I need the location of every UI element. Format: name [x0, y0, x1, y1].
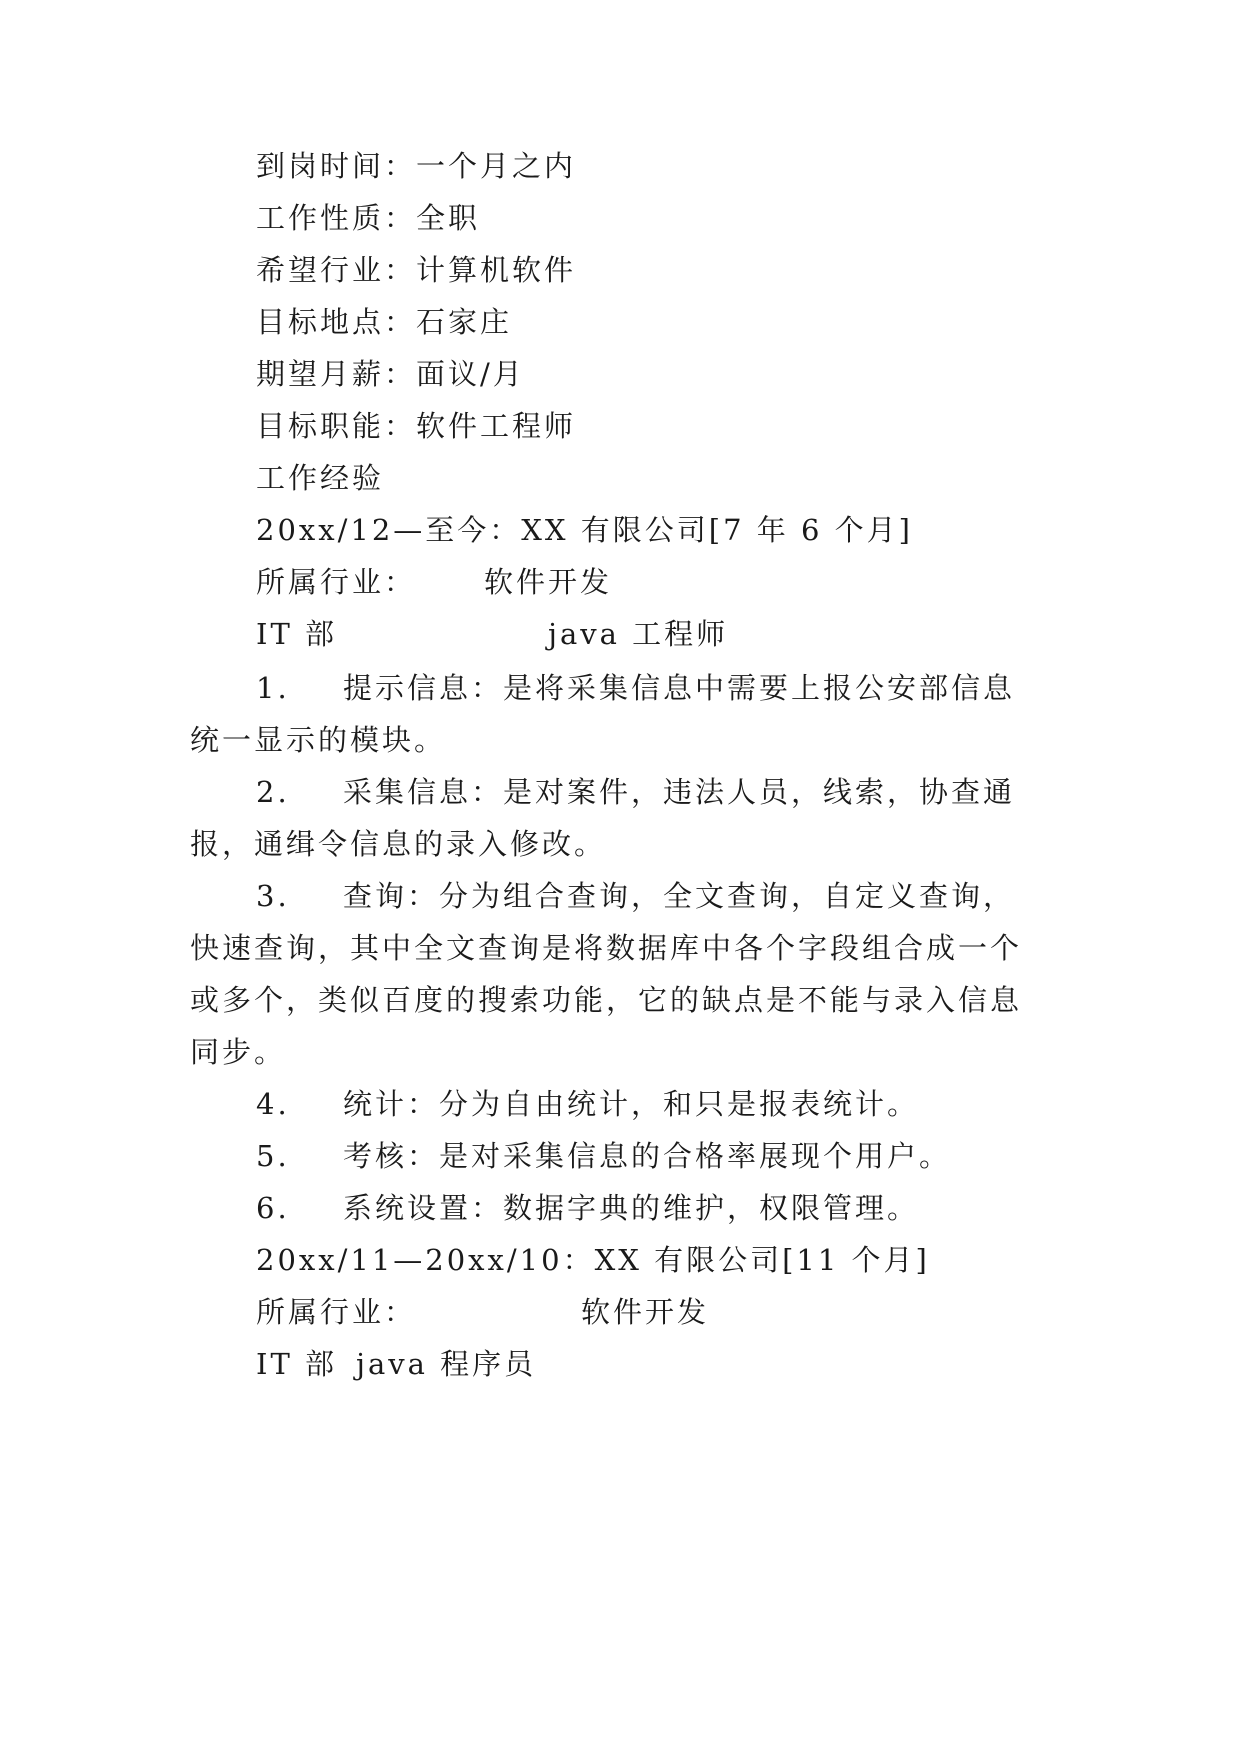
job1-dept: IT 部: [256, 617, 338, 651]
job2-industry-label: 所属行业：: [256, 1295, 417, 1329]
job1-item-4: [256, 1087, 920, 1121]
item-number: 5.: [256, 1139, 290, 1173]
section-title: 工作经验: [256, 461, 385, 495]
job1-item-3-cont: 同步。: [190, 1035, 287, 1069]
desired-industry: 希望行业：计算机软件: [256, 253, 577, 287]
job1-item-3: [256, 879, 1016, 913]
item-text: 考核：是对采集信息的合格率展现个用户。: [343, 1139, 952, 1173]
expected-salary: 期望月薪：面议/月: [256, 357, 525, 391]
job2-industry-value: 软件开发: [581, 1295, 710, 1329]
target-function: 目标职能：软件工程师: [256, 409, 577, 443]
job-type: 工作性质：全职: [256, 201, 481, 235]
item-text: 统计：分为自由统计，和只是报表统计。: [343, 1087, 920, 1121]
target-location: 目标地点：石家庄: [256, 305, 513, 339]
job1-dept-row: [256, 617, 729, 651]
item-number: 2.: [256, 775, 290, 809]
job1-industry-value: 软件开发: [484, 565, 613, 599]
job1-item-5: [256, 1139, 952, 1173]
job2-period: 20xx/11—20xx/10：XX 有限公司[11 个月]: [256, 1243, 930, 1277]
item-number: 1.: [256, 671, 290, 705]
job1-item-6: [256, 1191, 920, 1225]
job1-industry-label: 所属行业：: [256, 565, 417, 599]
item-text: 查询：分为组合查询，全文查询，自定义查询，: [343, 879, 1016, 913]
job1-industry-row: [256, 565, 613, 599]
item-number: 4.: [256, 1087, 290, 1121]
job1-period: 20xx/12—至今：XX 有限公司[7 年 6 个月]: [256, 513, 913, 547]
job1-item-1-cont: 统一显示的模块。: [190, 723, 447, 757]
item-text: 系统设置：数据字典的维护，权限管理。: [343, 1191, 920, 1225]
arrival-time: 到岗时间：一个月之内: [256, 149, 577, 183]
item-number: 3.: [256, 879, 290, 913]
job1-item-2: [256, 775, 1016, 809]
job2-dept-row: [256, 1347, 537, 1381]
job1-item-2-cont: 报，通缉令信息的录入修改。: [190, 827, 607, 861]
job2-title: java 程序员: [356, 1347, 537, 1381]
item-number: 6.: [256, 1191, 290, 1225]
job1-title: java 工程师: [548, 617, 729, 651]
job1-item-3-cont: 快速查询，其中全文查询是将数据库中各个字段组合成一个: [190, 931, 1023, 965]
job1-item-1: [256, 671, 1016, 705]
item-text: 提示信息：是将采集信息中需要上报公安部信息: [343, 671, 1016, 705]
job2-dept: IT 部: [256, 1347, 338, 1381]
item-text: 采集信息：是对案件，违法人员，线索，协查通: [343, 775, 1016, 809]
job1-item-3-cont: 或多个，类似百度的搜索功能，它的缺点是不能与录入信息: [190, 983, 1023, 1017]
job2-industry-row: [256, 1295, 710, 1329]
